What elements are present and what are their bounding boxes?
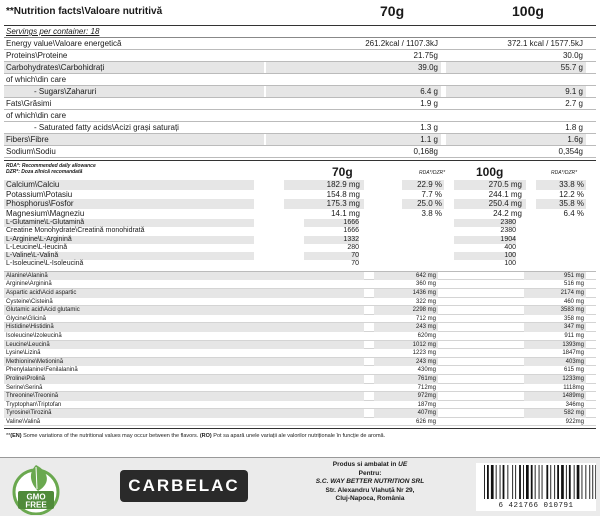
nutrient-row xyxy=(4,50,596,62)
value-100g xyxy=(446,110,586,121)
barcode-bars xyxy=(476,463,596,503)
value-70g xyxy=(266,74,441,85)
amino-label: L-Arginine\L-Arginină xyxy=(4,236,254,244)
amino-profile-label: Isoleucine\Izoleucină xyxy=(6,332,62,339)
amino-profile-70g: 243 mg xyxy=(374,323,438,332)
mineral-100g: 250.4 mg xyxy=(454,199,526,209)
mineral-rda-70g: 3.8 % xyxy=(421,208,442,218)
rda-column-100g-heading: 100g xyxy=(476,165,504,179)
barcode-number: 6 421766 010791 xyxy=(498,502,574,510)
svg-text:FREE: FREE xyxy=(25,500,47,510)
amino-acids-profile xyxy=(4,271,596,427)
mineral-row xyxy=(4,180,596,190)
amino-profile-100g: 347 mg xyxy=(524,323,586,332)
amino-profile-70g: 360 mg xyxy=(415,281,436,288)
amino-100g: 100 xyxy=(454,252,516,260)
amino-profile-70g: 1223 mg xyxy=(412,350,436,357)
amino-profile-70g: 322 mg xyxy=(415,298,436,305)
amino-profile-label: Arginine\Arginină xyxy=(6,281,52,288)
amino-profile-100g: 1489mg xyxy=(524,392,586,401)
column-100g-heading: 100g xyxy=(512,3,544,19)
value-70g: 21.75g xyxy=(413,51,438,60)
rda-label-70g: RDA*/DZR* xyxy=(419,170,446,176)
value-70g: 0,168g xyxy=(413,147,438,156)
leaf-icon xyxy=(8,461,64,515)
amino-label: L-Leucine\L-leucină xyxy=(6,243,68,251)
nutrient-label: Energy value\Valoare energetică xyxy=(6,39,122,48)
nutrient-label: of which\din care xyxy=(6,75,67,84)
amino-profile-row xyxy=(4,298,596,307)
amino-profile-100g: 911 mg xyxy=(564,332,584,339)
amino-profile-100g: 3583 mg xyxy=(524,306,586,315)
amino-profile-label: Leucine\Leucină xyxy=(4,341,364,350)
mineral-70g: 182.9 mg xyxy=(284,180,364,190)
amino-profile-row xyxy=(4,375,596,384)
amino-profile-70g: 1012 mg xyxy=(374,341,438,350)
rda-header xyxy=(4,160,596,180)
nutrient-row xyxy=(4,38,596,50)
amino-profile-70g: 626 mg xyxy=(415,418,436,425)
mineral-rda-100g: 12.2 % xyxy=(559,189,584,199)
amino-profile-row xyxy=(4,418,596,427)
amino-profile-row xyxy=(4,358,596,367)
column-70g-heading: 70g xyxy=(380,3,405,19)
amino-70g: 1666 xyxy=(304,219,359,227)
value-100g: 1.8 g xyxy=(565,123,583,132)
mineral-label: Calcium\Calciu xyxy=(4,180,254,190)
mineral-rda-100g: 33.8 % xyxy=(536,180,586,190)
amino-profile-label: Lysine\Lizină xyxy=(6,350,41,357)
amino-70g: 70 xyxy=(351,260,359,268)
amino-profile-100g: 1393mg xyxy=(524,341,586,350)
amino-profile-100g: 1233mg xyxy=(524,375,586,384)
mineral-label: Phosphorus\Fosfor xyxy=(4,199,254,209)
amino-profile-100g: 2174 mg xyxy=(524,289,586,298)
mineral-rda-70g: 7.7 % xyxy=(421,189,442,199)
nutrient-row xyxy=(4,74,596,86)
nutrient-row xyxy=(4,146,596,158)
svg-text:GMO: GMO xyxy=(26,492,46,502)
amino-label: L-Glutamine\L-Glutamină xyxy=(4,219,254,227)
mineral-100g: 244.1 mg xyxy=(488,189,522,199)
amino-profile-100g: 615 mg xyxy=(563,367,584,374)
mineral-70g: 154.8 mg xyxy=(326,189,360,199)
amino-profile-label: Tryptophan\Triptofan xyxy=(6,401,62,408)
mineral-rda-100g: 6.4 % xyxy=(563,208,584,218)
amino-profile-label: Cysteine\Cisteină xyxy=(6,298,53,305)
value-70g: 1.9 g xyxy=(420,99,438,108)
amino-profile-70g: 712mg xyxy=(417,384,436,391)
amino-profile-100g: 460 mg xyxy=(563,298,584,305)
value-100g: 2.7 g xyxy=(565,99,583,108)
amino-profile-label: Serine\Serină xyxy=(6,384,43,391)
amino-profile-70g: 243 mg xyxy=(374,358,438,367)
amino-profile-row xyxy=(4,341,596,350)
value-70g: 1.3 g xyxy=(420,123,438,132)
amino-profile-70g: 407mg xyxy=(374,409,438,418)
amino-row xyxy=(4,252,596,260)
amino-profile-row xyxy=(4,392,596,401)
mineral-row xyxy=(4,190,596,200)
producer-info: Produs si ambalat in UE Pentru: S.C. WAY BETTER NUTRITION SRL Str. Alexandru Vlahuță Nr 29, Cluj-Napoca, România xyxy=(315,461,425,503)
nutrient-label: Fats\Grăsimi xyxy=(6,99,52,108)
amino-profile-100g: 951 mg xyxy=(524,272,586,281)
amino-profile-label: Glycine\Glicină xyxy=(6,315,47,322)
main-nutrients xyxy=(4,38,596,158)
amino-profile-row xyxy=(4,315,596,324)
amino-profile-70g: 642 mg xyxy=(374,272,438,281)
mineral-70g: 175.3 mg xyxy=(284,199,364,209)
amino-profile-100g: 1847mg xyxy=(562,350,584,357)
amino-profile-label: Aspartic acid\Acid aspartic xyxy=(4,289,364,298)
value-100g: 30.0g xyxy=(562,51,583,60)
nutrient-label: Sodium\Sodiu xyxy=(6,147,56,156)
nutrient-label: Carbohydrates\Carbohidrați xyxy=(4,62,264,73)
amino-profile-100g: 1118mg xyxy=(563,384,584,391)
value-70g: 6.4 g xyxy=(266,86,441,97)
value-100g: 55.7 g xyxy=(446,62,586,73)
amino-profile-row xyxy=(4,401,596,410)
value-70g: 261.2kcal / 1107.3kJ xyxy=(365,39,438,48)
mineral-100g: 270.5 mg xyxy=(454,180,526,190)
amino-profile-label: Proline\Prolină xyxy=(4,375,364,384)
amino-acids-major xyxy=(4,219,596,269)
amino-profile-row xyxy=(4,384,596,393)
servings-per-container: Servings per container: 18 xyxy=(4,26,596,38)
amino-profile-70g: 1436 mg xyxy=(374,289,438,298)
flavor-variation-note: **(EN) Some variations of the nutritional values may occur between the flavors. (RO) Pot sa apară unele variații ale valorilor nutriționale în funcție de aromă. xyxy=(4,428,596,442)
amino-profile-100g: 358 mg xyxy=(563,315,584,322)
amino-70g: 1666 xyxy=(343,227,359,235)
amino-profile-100g: 582 mg xyxy=(524,409,586,418)
amino-profile-row xyxy=(4,323,596,332)
label-footer xyxy=(0,457,600,516)
value-100g: 9.1 g xyxy=(446,86,586,97)
mineral-rda-70g: 22.9 % xyxy=(402,180,444,190)
amino-profile-70g: 430mg xyxy=(417,367,436,374)
amino-profile-row xyxy=(4,349,596,358)
value-70g: 1.1 g xyxy=(266,134,441,145)
value-100g xyxy=(446,74,586,85)
amino-row xyxy=(4,260,596,268)
mineral-70g: 14.1 mg xyxy=(331,208,360,218)
amino-profile-100g: 346mg xyxy=(565,401,584,408)
amino-profile-70g: 972mg xyxy=(374,392,438,401)
amino-profile-row xyxy=(4,280,596,289)
value-70g: 39.0g xyxy=(266,62,441,73)
amino-profile-label: Methionine\Metionină xyxy=(4,358,364,367)
table-header xyxy=(4,0,596,26)
amino-profile-label: Valine\Valină xyxy=(6,418,41,425)
carbelac-logo: CARBELAC xyxy=(120,470,248,502)
value-70g xyxy=(266,110,441,121)
amino-profile-label: Histidine\Histidină xyxy=(4,323,364,332)
mineral-row xyxy=(4,199,596,209)
nutrient-row xyxy=(4,86,596,98)
rda-column-70g-heading: 70g xyxy=(332,165,353,179)
amino-profile-row xyxy=(4,272,596,281)
amino-label: Creatine Monohydrate\Creatină monohidrată xyxy=(6,227,145,235)
value-100g: 0,354g xyxy=(558,147,583,156)
amino-profile-70g: 761mg xyxy=(374,375,438,384)
amino-row xyxy=(4,219,596,227)
mineral-rda-70g: 25.0 % xyxy=(402,199,444,209)
nutrient-label: - Saturated fatty acids\Acizi grași saturați xyxy=(34,123,179,132)
mineral-label: Magnesium\Magneziu xyxy=(6,208,85,218)
amino-100g: 2380 xyxy=(500,227,516,235)
amino-row xyxy=(4,236,596,244)
amino-profile-100g: 516 mg xyxy=(563,281,584,288)
nutrient-label: of which\din care xyxy=(6,111,67,120)
amino-profile-label: Tyrosine\Tirozină xyxy=(4,409,364,418)
amino-label: L-Isoleucine\L-Isoleucină xyxy=(6,260,84,268)
amino-profile-row xyxy=(4,366,596,375)
minerals-section xyxy=(4,180,596,218)
nutrient-row xyxy=(4,134,596,146)
value-100g: 372.1 kcal / 1577.5kJ xyxy=(507,39,583,48)
amino-profile-label: Phenylalanine\Fenilalanină xyxy=(6,367,78,374)
amino-70g: 1332 xyxy=(304,236,359,244)
amino-profile-row xyxy=(4,289,596,298)
mineral-rda-100g: 35.8 % xyxy=(536,199,586,209)
amino-profile-70g: 712 mg xyxy=(415,315,436,322)
amino-profile-label: Glutamic acid\Acid glutamic xyxy=(4,306,364,315)
nutrient-label: Proteins\Proteine xyxy=(6,51,68,60)
barcode xyxy=(476,463,596,511)
rda-label-100g: RDA*/DZR* xyxy=(551,170,578,176)
amino-profile-100g: 403mg xyxy=(524,358,586,367)
table-title: **Nutrition facts\Valoare nutritivă xyxy=(6,6,163,17)
amino-profile-100g: 922mg xyxy=(565,418,584,425)
nutrient-row xyxy=(4,98,596,110)
mineral-row xyxy=(4,209,596,219)
nutrient-row xyxy=(4,122,596,134)
amino-100g: 1904 xyxy=(454,236,516,244)
amino-profile-row xyxy=(4,332,596,341)
amino-label: L-Valine\L-Valină xyxy=(4,252,254,260)
amino-profile-label: Alanine\Alanină xyxy=(4,272,364,281)
amino-row xyxy=(4,244,596,252)
value-100g: 1.6g xyxy=(446,134,586,145)
amino-profile-row xyxy=(4,409,596,418)
mineral-label: Potassium\Potasiu xyxy=(6,189,73,199)
amino-profile-70g: 2298 mg xyxy=(374,306,438,315)
amino-100g: 2380 xyxy=(454,219,516,227)
nutrient-label: - Sugars\Zaharuri xyxy=(4,86,264,97)
amino-70g: 280 xyxy=(347,243,359,251)
amino-row xyxy=(4,227,596,235)
nutrient-row xyxy=(4,110,596,122)
amino-100g: 100 xyxy=(504,260,516,268)
amino-profile-70g: 620mg xyxy=(417,332,436,339)
mineral-100g: 24.2 mg xyxy=(493,208,522,218)
gmo-free-badge xyxy=(8,461,64,515)
nutrient-row xyxy=(4,62,596,74)
amino-70g: 70 xyxy=(304,252,359,260)
amino-100g: 400 xyxy=(504,243,516,251)
amino-profile-label: Threonine\Treonină xyxy=(4,392,364,401)
amino-profile-70g: 187mg xyxy=(417,401,436,408)
nutrient-label: Fibers\Fibre xyxy=(4,134,264,145)
rda-legend: RDA*: Recommended daily allowance DZR*: Doza zilnică recomandată xyxy=(6,163,96,175)
amino-profile-row xyxy=(4,306,596,315)
